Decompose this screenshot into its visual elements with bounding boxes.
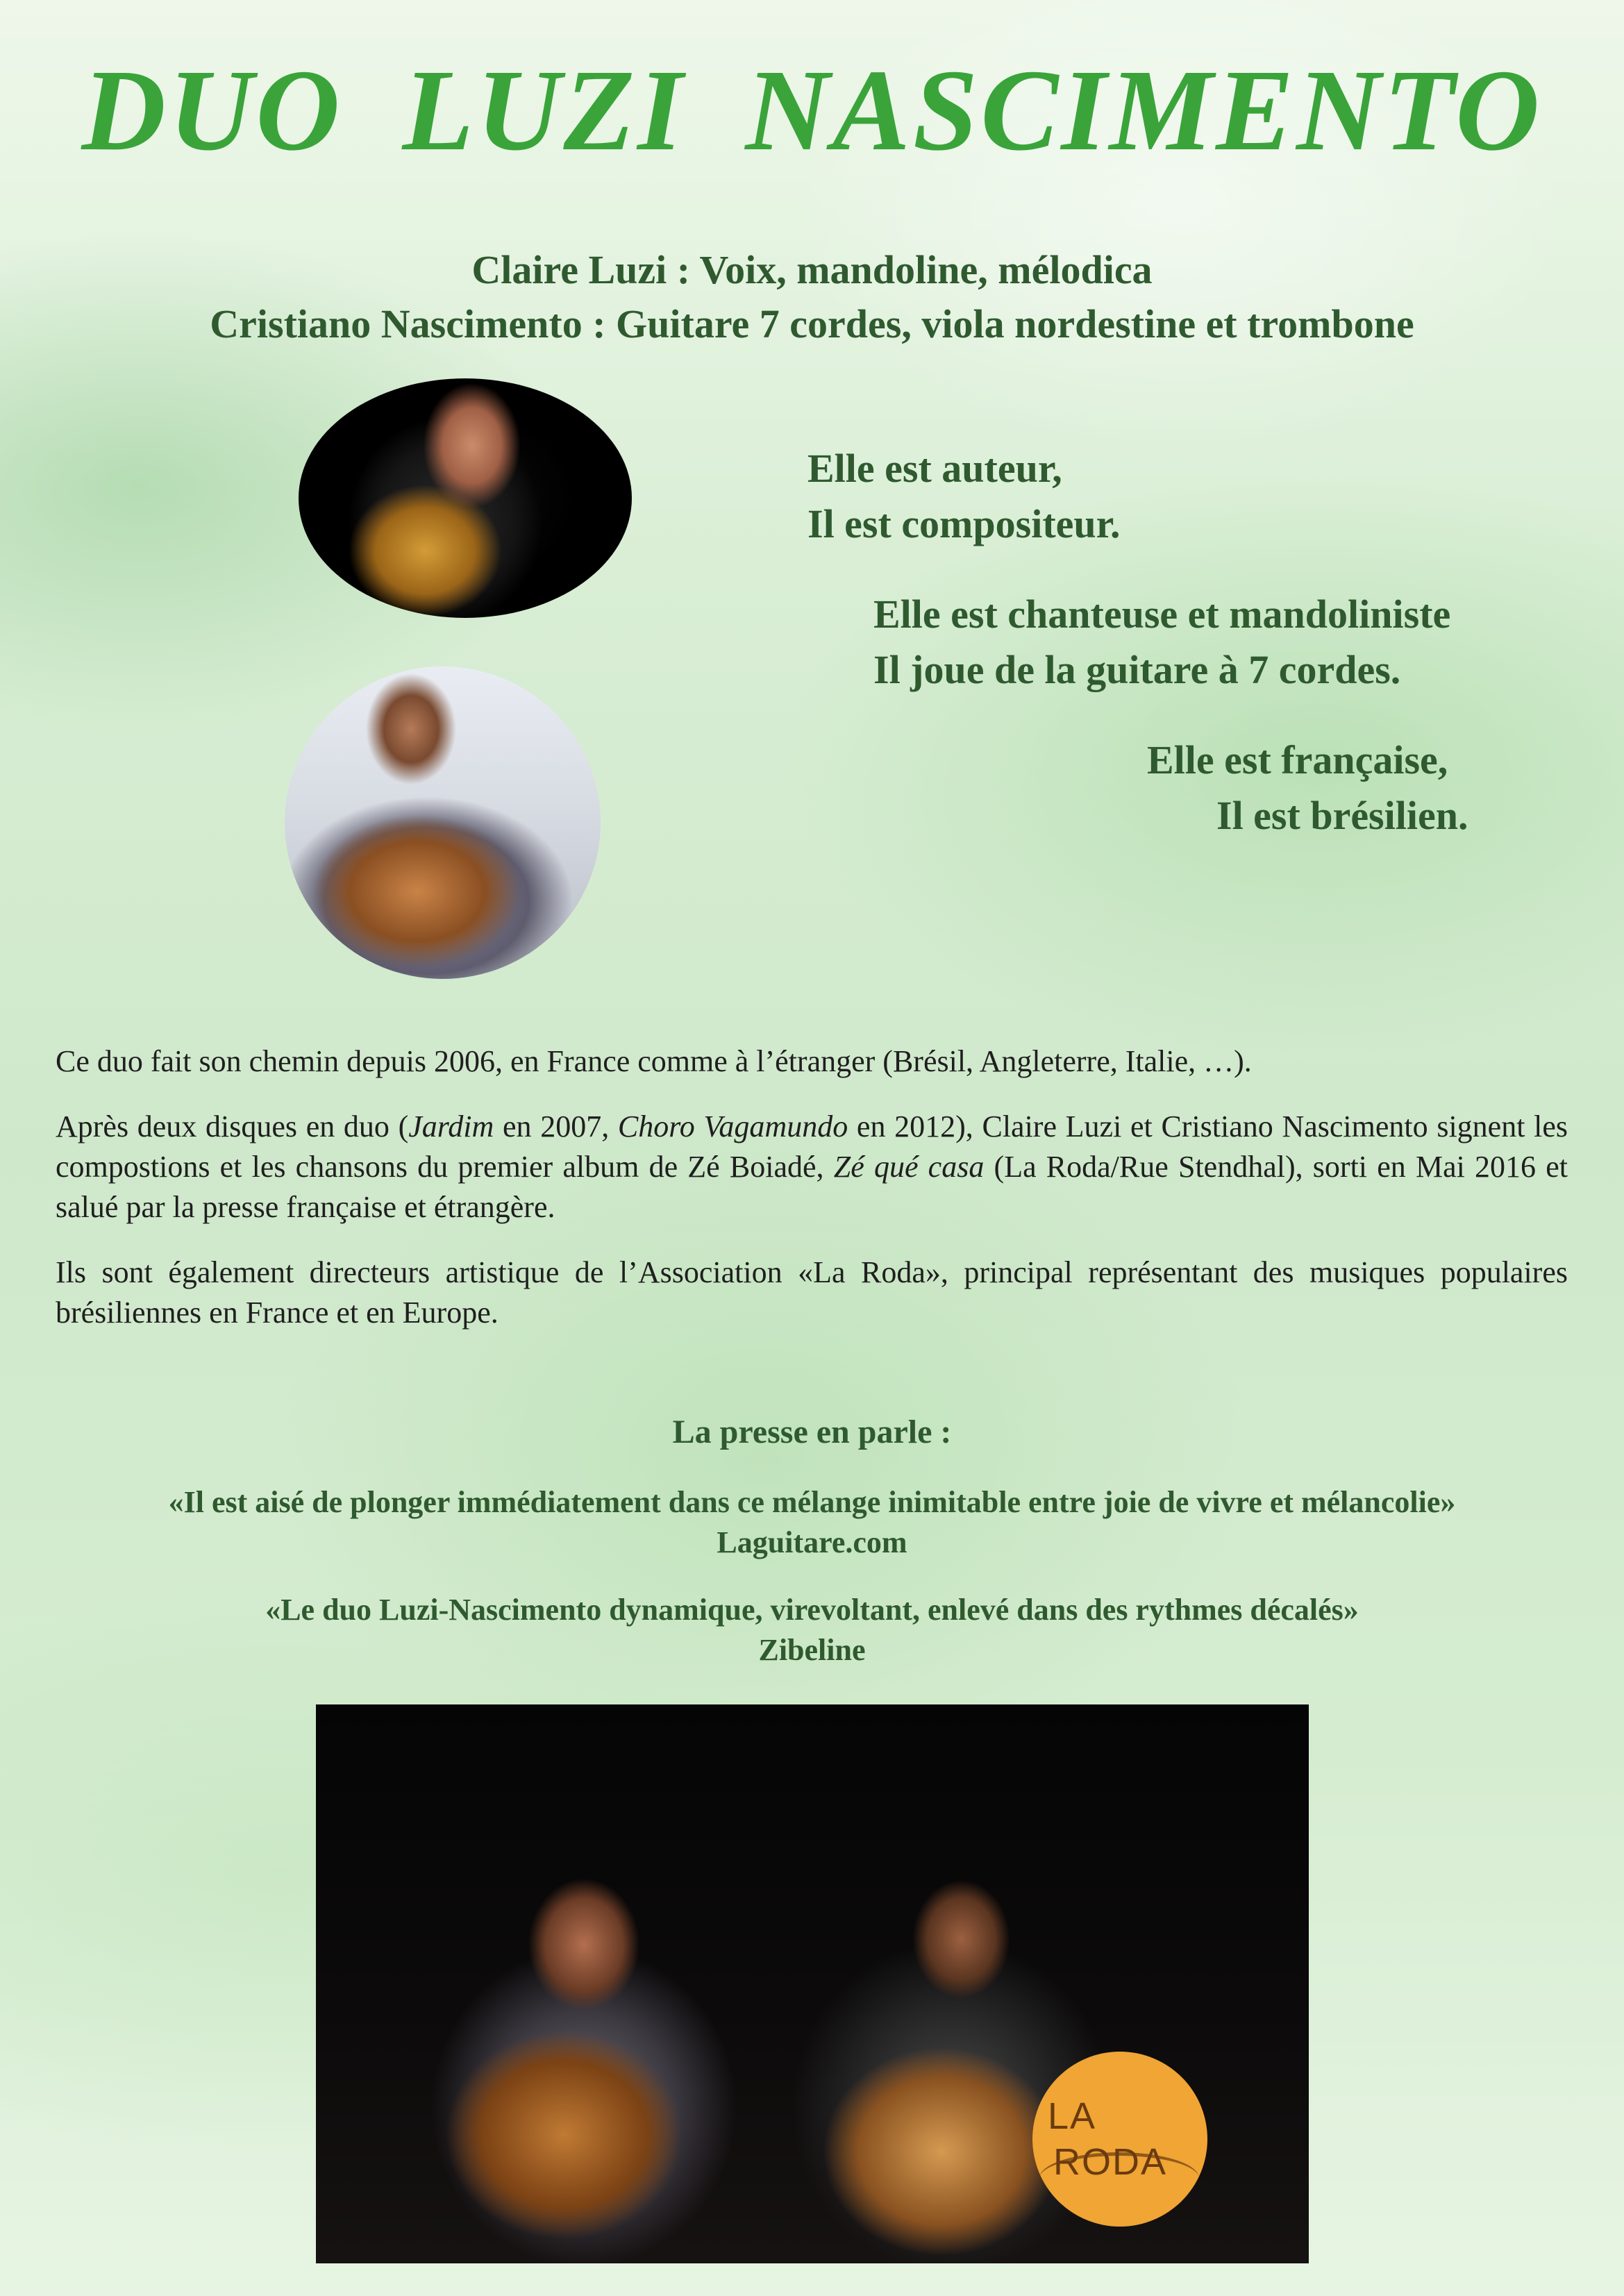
statement-line: Il est brésilien. xyxy=(1216,793,1468,838)
bio-text: Après deux disques en duo ( xyxy=(56,1109,409,1143)
la-roda-logo xyxy=(1032,2052,1207,2227)
statement-line: Il est compositeur. xyxy=(807,501,1121,546)
musician-credits xyxy=(0,243,1624,351)
logo-text-la: LA xyxy=(1048,2095,1097,2137)
statement-author xyxy=(807,441,1121,552)
quote-source: Zibeline xyxy=(758,1633,866,1667)
statement-line: Elle est auteur, xyxy=(807,446,1062,491)
bio-text: en 2007, xyxy=(494,1109,618,1143)
press-heading: La presse en parle : xyxy=(672,1414,952,1450)
bio-paragraph-3: Ils sont également directeurs artistique de l’Association «La Roda», principal représentant des musiques populaires brésiliennes en France et en Europe. xyxy=(56,1255,1568,1330)
statement-nationality xyxy=(1147,732,1468,844)
bio-paragraph-1: Ce duo fait son chemin depuis 2006, en France comme à l’étranger (Brésil, Angleterre, Italie, …). xyxy=(56,1044,1252,1078)
press-quote xyxy=(0,1482,1624,1563)
album-title: Jardim xyxy=(408,1109,494,1143)
quote-source: Laguitare.com xyxy=(717,1525,907,1559)
photo-cristiano-nascimento xyxy=(285,667,601,979)
album-title: Zé qué casa xyxy=(833,1150,985,1184)
biography xyxy=(56,1041,1568,1358)
bio-paragraph-2 xyxy=(56,1107,1568,1227)
concert-photo xyxy=(316,1704,1309,2263)
page-title: DUO LUZI NASCIMENTO xyxy=(81,46,1543,175)
press-quote xyxy=(0,1590,1624,1670)
statement-line: Elle est française, xyxy=(1147,737,1448,782)
quote-text: «Il est aisé de plonger immédiatement dans ce mélange inimitable entre joie de vivre et mélancolie» xyxy=(168,1485,1456,1519)
statement-singer xyxy=(873,587,1450,698)
photo-claire-luzi xyxy=(299,378,632,618)
album-title: Choro Vagamundo xyxy=(617,1109,848,1143)
bio-text: (La Roda/Rue Stendhal), sorti en Mai 2016 et salué par la presse française et étrangère. xyxy=(56,1150,1568,1224)
statement-line: Il joue de la guitare à 7 cordes. xyxy=(873,647,1401,692)
logo-text-roda: RODA xyxy=(1053,2141,1168,2183)
quote-text: «Le duo Luzi-Nascimento dynamique, virevoltant, enlevé dans des rythmes décalés» xyxy=(265,1593,1359,1627)
credit-claire: Claire Luzi : Voix, mandoline, mélodica xyxy=(471,247,1153,292)
credit-cristiano: Cristiano Nascimento : Guitare 7 cordes, viola nordestine et trombone xyxy=(210,301,1414,346)
bio-text: en 2012), Claire Luzi et Cristiano Nascimento signent les compostions et les chansons du premier album de Zé Boiadé, xyxy=(56,1109,1568,1184)
statement-line: Elle est chanteuse et mandoliniste xyxy=(873,592,1451,637)
